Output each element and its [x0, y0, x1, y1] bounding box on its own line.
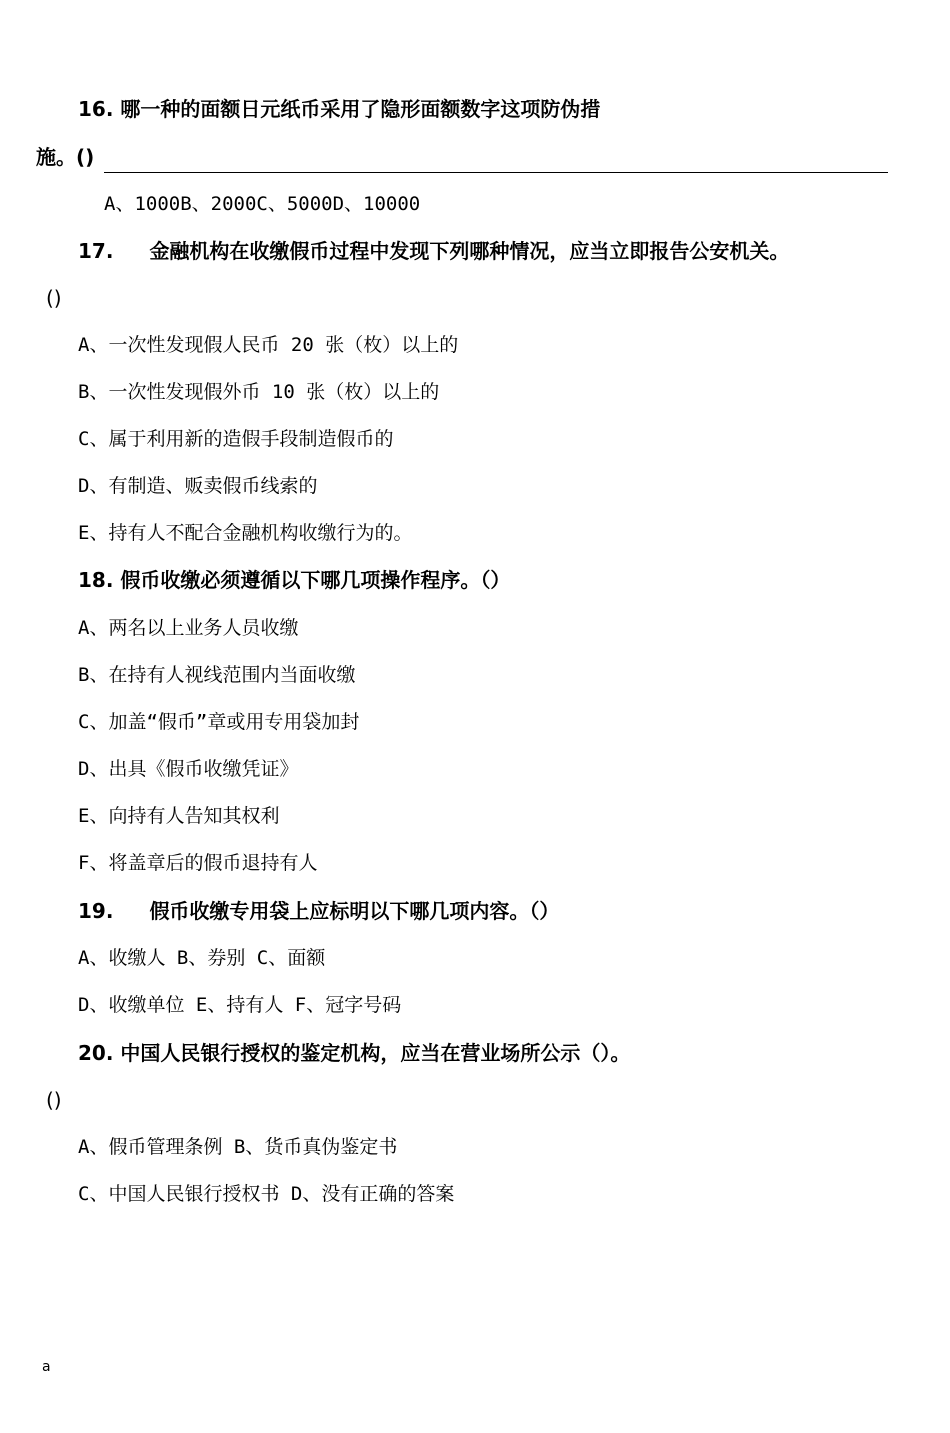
question-17-text: 金融机构在收缴假币过程中发现下列哪种情况，应当立即报告公安机关。 [149, 239, 790, 263]
question-17-title [78, 238, 789, 264]
question-17-number: 17. [78, 239, 114, 263]
question-19-text: 假币收缴专用袋上应标明以下哪几项内容。（） [149, 899, 560, 923]
question-19-options-line-1: A、收缴人 B、券别 C、面额 [78, 947, 326, 969]
question-18-option-d: D、出具《假币收缴凭证》 [78, 758, 299, 780]
question-18-option-f: F、将盖章后的假币退持有人 [78, 852, 318, 874]
question-17-paren: () [46, 286, 62, 310]
question-20-options-line-2: C、中国人民银行授权书 D、没有正确的答案 [78, 1183, 455, 1205]
question-17-option-e: E、持有人不配合金融机构收缴行为的。 [78, 522, 413, 544]
question-17-option-c: C、属于利用新的造假手段制造假币的 [78, 428, 394, 450]
footer-mark: a [42, 1359, 51, 1375]
answer-underline [104, 172, 888, 173]
question-20-paren: () [46, 1088, 62, 1112]
question-18-title: 18. 假币收缴必须遵循以下哪几项操作程序。（） [78, 568, 511, 592]
question-20-options-line-1: A、假币管理条例 B、货币真伪鉴定书 [78, 1136, 398, 1158]
question-16-line-1: 16. 哪一种的面额日元纸币采用了隐形面额数字这项防伪措 [78, 97, 601, 121]
question-17-option-a: A、一次性发现假人民币 20 张（枚）以上的 [78, 334, 459, 356]
question-17-option-d: D、有制造、贩卖假币线索的 [78, 475, 318, 497]
question-18-option-e: E、向持有人告知其权利 [78, 805, 280, 827]
question-17-option-b: B、一次性发现假外币 10 张（枚）以上的 [78, 381, 440, 403]
question-20-title: 20. 中国人民银行授权的鉴定机构，应当在营业场所公示（）。 [78, 1041, 631, 1065]
question-16-options: A、1000B、2000C、5000D、10000 [104, 193, 421, 215]
question-19-title [78, 898, 559, 924]
question-18-option-c: C、加盖“假币”章或用专用袋加封 [78, 711, 360, 733]
question-18-option-a: A、两名以上业务人员收缴 [78, 617, 299, 639]
question-19-number: 19. [78, 899, 114, 923]
question-18-option-b: B、在持有人视线范围内当面收缴 [78, 664, 356, 686]
question-16-line-2: 施。() [36, 145, 95, 169]
question-19-options-line-2: D、收缴单位 E、持有人 F、冠字号码 [78, 994, 402, 1016]
